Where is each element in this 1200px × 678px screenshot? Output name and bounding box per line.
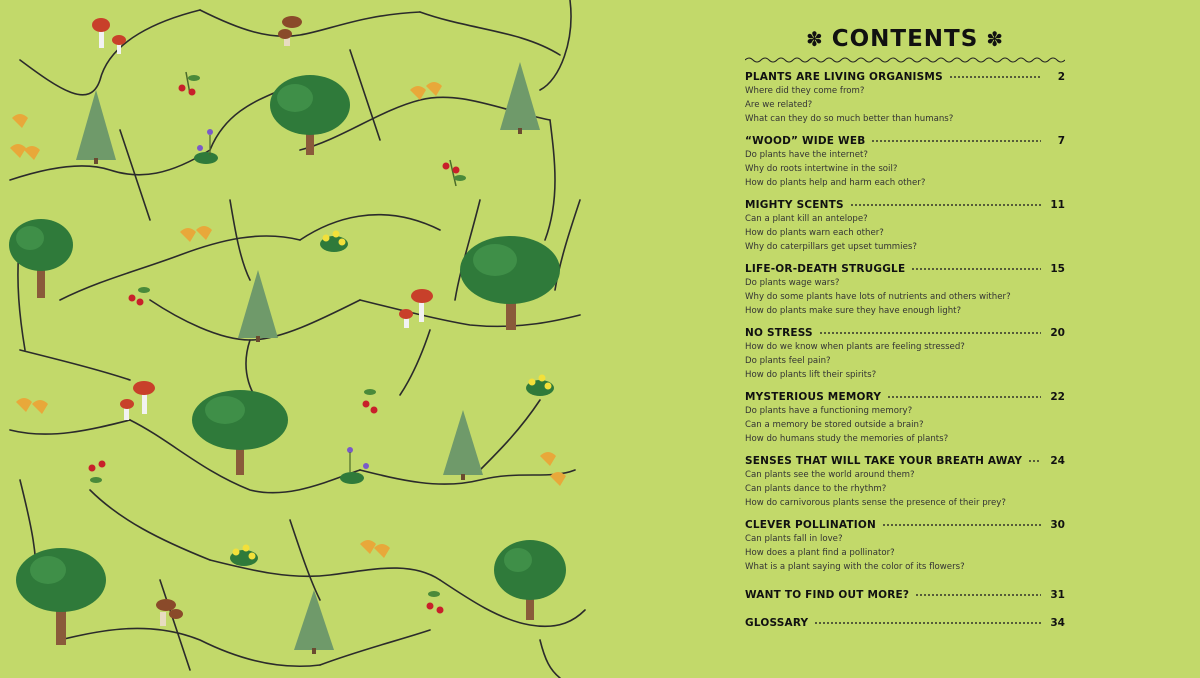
- toc-section[interactable]: [745, 588, 1065, 602]
- flower-icon: [194, 129, 218, 164]
- tree-icon: [494, 540, 566, 620]
- dot-leader: [850, 203, 1041, 207]
- contents-header: [745, 22, 1065, 62]
- toc-section[interactable]: [745, 454, 1065, 510]
- section-question: Are we related?: [745, 100, 813, 110]
- berry-icon: [179, 72, 201, 96]
- section-question: Can plants fall in love?: [745, 534, 843, 544]
- star-icon: ✽: [986, 27, 1005, 51]
- spruce-icon: [443, 410, 483, 480]
- section-page: 11: [1050, 199, 1065, 211]
- wavy-divider: [745, 56, 1065, 64]
- contents-title: CONTENTS: [831, 26, 979, 52]
- spruce-icon: [76, 90, 116, 164]
- star-icon: ✽: [805, 27, 824, 51]
- berry-icon: [89, 461, 106, 484]
- section-question: Do plants wage wars?: [745, 278, 840, 288]
- tree-icon: [16, 548, 106, 645]
- section-question: Can a plant kill an antelope?: [745, 214, 868, 224]
- chanterelle-icon: [10, 114, 40, 160]
- dot-leader: [1028, 459, 1041, 463]
- chanterelle-icon: [540, 452, 566, 486]
- section-page: 30: [1050, 519, 1065, 531]
- toc-section[interactable]: [745, 616, 1065, 630]
- section-question: Do plants feel pain?: [745, 356, 831, 366]
- section-question: Can plants see the world around them?: [745, 470, 915, 480]
- section-page: 7: [1057, 135, 1065, 147]
- section-title[interactable]: GLOSSARY: [745, 617, 809, 629]
- mushroom-icon: [120, 381, 155, 420]
- berry-icon: [427, 591, 444, 614]
- tree-icon: [460, 236, 560, 330]
- mushroom-icon: [156, 599, 183, 626]
- mushroom-icon: [92, 18, 126, 54]
- toc-section[interactable]: [745, 134, 1065, 190]
- toc-section[interactable]: [745, 262, 1065, 318]
- flower-icon: [526, 375, 554, 397]
- section-page: 2: [1057, 71, 1065, 83]
- dot-leader: [887, 395, 1041, 399]
- flower-icon: [320, 231, 348, 253]
- section-title[interactable]: WANT TO FIND OUT MORE?: [745, 589, 910, 601]
- section-question: How do humans study the memories of plants?: [745, 434, 949, 444]
- section-page: 15: [1050, 263, 1065, 275]
- section-title[interactable]: PLANTS ARE LIVING ORGANISMS: [745, 71, 943, 83]
- toc-section[interactable]: [745, 326, 1065, 382]
- toc-section[interactable]: [745, 518, 1065, 574]
- berry-icon: [443, 160, 467, 186]
- section-question: How do we know when plants are feeling stressed?: [745, 342, 965, 352]
- section-title[interactable]: MYSTERIOUS MEMORY: [745, 391, 882, 403]
- contents-title-block: [745, 26, 1065, 52]
- section-question: Why do roots intertwine in the soil?: [745, 164, 898, 174]
- mushroom-icon: [278, 16, 302, 46]
- dot-leader: [911, 267, 1041, 271]
- spruce-icon: [238, 270, 278, 342]
- section-question: What can they do so much better than humans?: [745, 114, 954, 124]
- section-page: 24: [1050, 455, 1065, 467]
- section-question: Why do caterpillars get upset tummies?: [745, 242, 917, 252]
- tree-icon: [270, 75, 350, 155]
- section-question: Can plants dance to the rhythm?: [745, 484, 887, 494]
- forest-network-illustration: [0, 0, 590, 678]
- section-title[interactable]: NO STRESS: [745, 327, 813, 339]
- spruce-icon: [500, 62, 540, 134]
- section-page: 34: [1050, 617, 1065, 629]
- section-question: Can a memory be stored outside a brain?: [745, 420, 924, 430]
- flower-icon: [340, 447, 369, 484]
- table-of-contents: [745, 22, 1065, 630]
- section-question: How do carnivorous plants sense the presence of their prey?: [745, 498, 1006, 508]
- section-question: How does a plant find a pollinator?: [745, 548, 895, 558]
- toc-section[interactable]: [745, 70, 1065, 126]
- chanterelle-icon: [16, 398, 48, 414]
- dot-leader: [949, 75, 1041, 79]
- section-question: What is a plant saying with the color of its flowers?: [745, 562, 965, 572]
- section-question: Do plants have the internet?: [745, 150, 868, 160]
- section-question: How do plants make sure they have enough light?: [745, 306, 962, 316]
- chanterelle-icon: [360, 540, 390, 558]
- toc-section[interactable]: [745, 390, 1065, 446]
- chanterelle-icon: [180, 226, 212, 242]
- section-title[interactable]: SENSES THAT WILL TAKE YOUR BREATH AWAY: [745, 455, 1023, 467]
- berry-icon: [363, 389, 378, 414]
- section-title[interactable]: “WOOD” WIDE WEB: [745, 135, 866, 147]
- section-question: Why do some plants have lots of nutrients and others wither?: [745, 292, 1011, 302]
- section-title[interactable]: MIGHTY SCENTS: [745, 199, 844, 211]
- dot-leader: [882, 523, 1041, 527]
- dot-leader: [871, 139, 1041, 143]
- section-page: 20: [1050, 327, 1065, 339]
- section-question: Where did they come from?: [745, 86, 865, 96]
- section-title[interactable]: CLEVER POLLINATION: [745, 519, 876, 531]
- dot-leader: [814, 621, 1041, 625]
- dot-leader: [915, 593, 1041, 597]
- section-title[interactable]: LIFE-OR-DEATH STRUGGLE: [745, 263, 906, 275]
- section-question: Do plants have a functioning memory?: [745, 406, 913, 416]
- section-question: How do plants warn each other?: [745, 228, 884, 238]
- mushroom-icon: [399, 289, 433, 328]
- section-question: How do plants help and harm each other?: [745, 178, 926, 188]
- flower-icon: [230, 545, 258, 567]
- section-page: 31: [1050, 589, 1065, 601]
- toc-section[interactable]: [745, 198, 1065, 254]
- berry-icon: [129, 287, 151, 306]
- dot-leader: [819, 331, 1041, 335]
- section-page: 22: [1050, 391, 1065, 403]
- spruce-icon: [294, 590, 334, 654]
- tree-icon: [192, 390, 288, 475]
- section-question: How do plants lift their spirits?: [745, 370, 877, 380]
